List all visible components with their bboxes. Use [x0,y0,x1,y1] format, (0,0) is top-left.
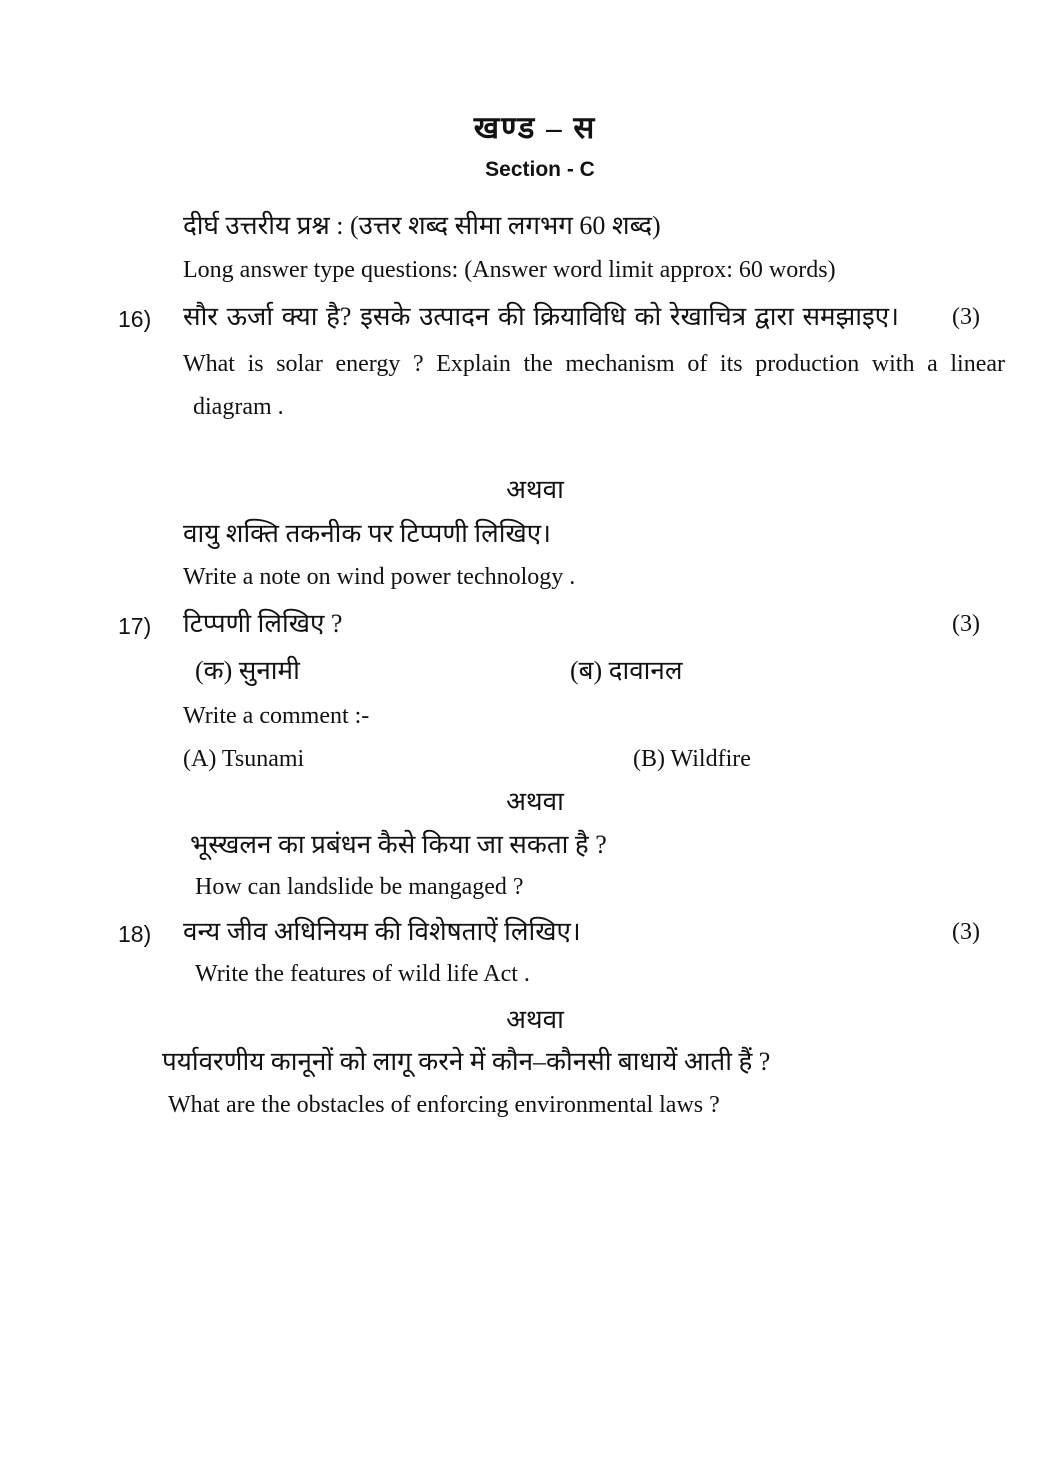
question-16-text-hindi: सौर ऊर्जा क्या है? इसके उत्पादन की क्रियाविधि को रेखाचित्र द्वारा समझाइए। [183,302,899,331]
section-header-english: Section - C [485,158,595,181]
question-17-option-b-english: (B) Wildfire [633,746,751,772]
question-16-alt-hindi: वायु शक्ति तकनीक पर टिप्पणी लिखिए। [183,519,552,548]
question-18-alt-hindi: पर्यावरणीय कानूनों को लागू करने में कौन–कौनसी बाधायें आती हैं ? [162,1047,771,1076]
question-17-text-hindi: टिप्पणी लिखिए ? [183,609,343,638]
question-16-number: 16) [118,306,152,332]
or-divider-2: अथवा [506,787,564,816]
section-header-hindi: खण्ड – स [473,110,597,145]
instruction-hindi: दीर्घ उत्तरीय प्रश्न : (उत्तर शब्द सीमा लगभग 60 शब्द) [183,211,661,240]
question-17-text-english: Write a comment :- [183,703,370,729]
question-17-option-b-hindi: (ब) दावानल [570,656,683,685]
question-17-alt-hindi: भूस्खलन का प्रबंधन कैसे किया जा सकता है ? [190,830,607,859]
question-18-text-english: Write the features of wild life Act . [195,961,530,987]
question-18-alt-english: What are the obstacles of enforcing environmental laws ? [168,1092,720,1118]
or-divider-1: अथवा [506,475,564,504]
question-17-option-a-hindi: (क) सुनामी [195,656,300,685]
question-16-text-english-line1: What is solar energy ? Explain the mechanism of its production with a linear [183,351,1005,377]
question-17-option-a-english: (A) Tsunami [183,746,305,772]
or-divider-3: अथवा [506,1005,564,1034]
question-16-marks: (3) [952,304,980,330]
question-16-text-english-line2: diagram . [193,394,284,420]
question-17-number: 17) [118,613,152,639]
question-16-alt-english: Write a note on wind power technology . [183,564,576,590]
instruction-english: Long answer type questions: (Answer word limit approx: 60 words) [183,257,836,283]
question-18-marks: (3) [952,919,980,945]
question-18-text-hindi: वन्य जीव अधिनियम की विशेषताऐं लिखिए। [183,917,581,946]
question-17-alt-english: How can landslide be mangaged ? [195,874,524,900]
question-17-marks: (3) [952,611,980,637]
question-18-number: 18) [118,921,152,947]
